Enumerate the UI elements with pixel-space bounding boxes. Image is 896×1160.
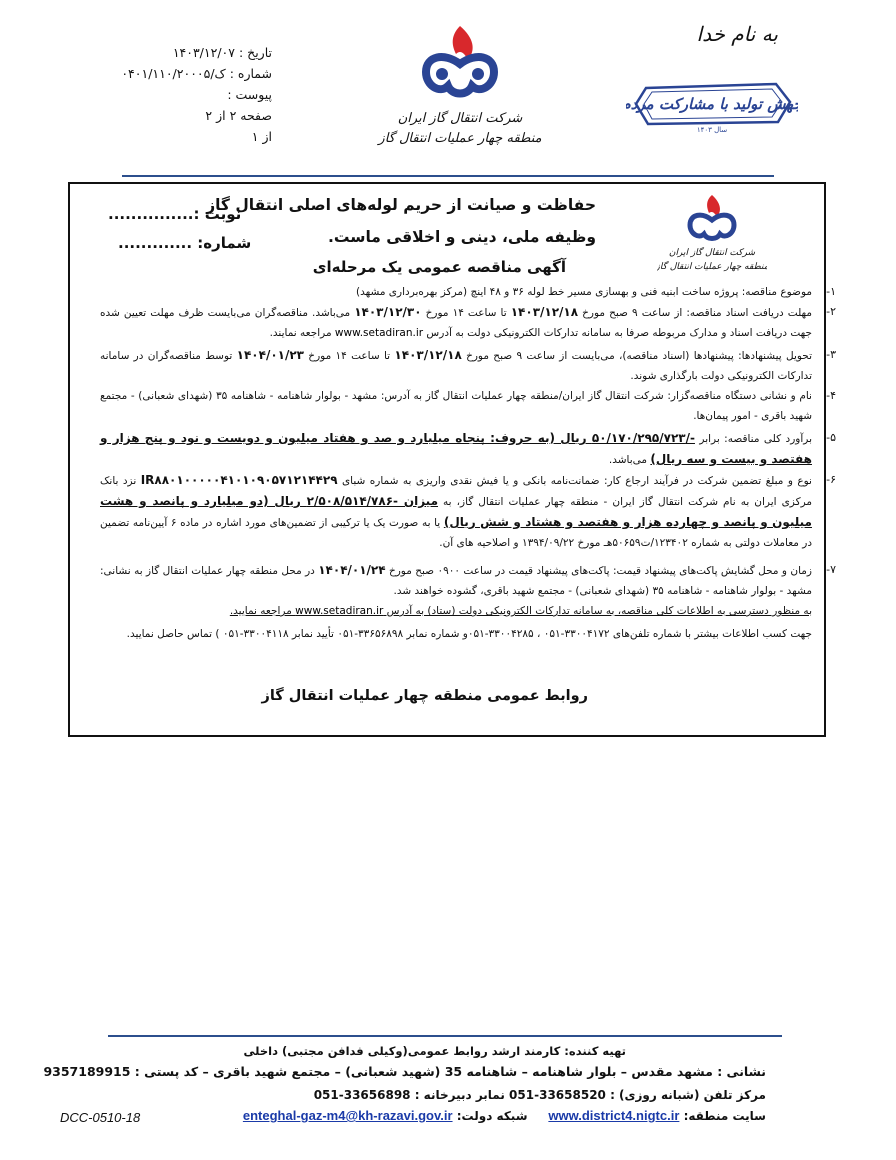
item-7 xyxy=(100,560,836,621)
box-flame-icon xyxy=(657,193,767,275)
header-divider xyxy=(122,175,774,177)
jahesh-title: جهش تولید با مشارکت مردم xyxy=(626,95,798,113)
item-text: نزد بانک مرکزی ایران به نام شرکت انتقال گاز ایران - منطقه چهار عملیات انتقال گاز، به xyxy=(100,475,812,508)
document-code: DCC-0510-18 xyxy=(60,1110,141,1125)
item-text: نوع و مبلغ تضمین شرکت در فرآیند ارجاع کار: ضمانت‌نامه بانکی و یا فیش نقدی واریزی به شماره شبای xyxy=(337,475,812,487)
logo-line1: شرکت انتقال گاز ایران xyxy=(397,111,523,126)
item-text: یا به صورت یک یا ترکیبی از تضمین‌های مورد اشاره در ماده ۶ آیین‌نامه تضمین در معاملات دولتی به شماره ۱۲۳۴۰۲/ت۵۰۶۵۹هـ مورخ ۱۳۹۴/۰۹/۲۲ و اصلاحیه های آن. xyxy=(100,517,812,549)
jahesh-emblem-icon xyxy=(626,66,798,140)
item-text: نام و نشانی دستگاه مناقصه‌گزار: شرکت انتقال گاز ایران/منطقه چهار عملیات انتقال گاز به آدرس: مشهد - بولوار شاهنامه - شاهنامه ۳۵ (شهدای شعبانی) - مجتمع شهید باقری - امور پیمان‌ها. xyxy=(100,390,812,422)
nobat-field: نوبت :............... xyxy=(108,205,242,223)
item-1 xyxy=(100,282,836,302)
item-text: موضوع مناقصه: پروژه ساخت ابنیه فنی و بهسازی مسیر خط لوله ۳۶ و ۴۸ اینچ (مرکز بهره‌برداری مشهد) xyxy=(356,286,812,298)
letter-attachment: پیوست : xyxy=(227,87,272,102)
setadiran-link[interactable]: www.setadiran.ir xyxy=(334,327,424,339)
date-value: ۱۴۰۳/۱۲/۱۸ xyxy=(394,348,462,362)
nigc-logo xyxy=(376,24,544,150)
item-3 xyxy=(100,345,836,386)
item-number: ۵- xyxy=(826,431,836,444)
item-text: تا ساعت ۱۴ مورخ xyxy=(304,350,395,362)
item-text: تا ساعت ۱۴ مورخ xyxy=(421,307,511,319)
item-text: جهت کسب اطلاعات بیشتر با شماره تلفن‌های ۳۳۰۰۴۱۷۲-۰۵۱ ، ۳۳۰۰۴۲۸۵-۰۵۱و شماره نمابر ۳۳۶۵۶۸۹۸-۰۵۱ تأیید نمابر ۳۳۰۰۴۱۱۸-۰۵۱ ) تماس حاصل نمایید. xyxy=(126,628,812,640)
letter-of: از ۱ xyxy=(251,129,272,144)
footer-divider xyxy=(108,1035,782,1037)
guarantee-amount: میزان -۲/۵۰۸/۵۱۴/۷۸۶ ریال (دو میلیارد و پانصد و هشت میلیون و پانصد و چهارده هزار و هفتصد و هشتاد و شش ریال) xyxy=(100,494,812,529)
item-text: برآورد کلی مناقصه: برابر xyxy=(694,433,812,445)
item-number: ۲- xyxy=(826,305,836,318)
footer-links xyxy=(243,1108,766,1123)
box-logo-line1: شرکت انتقال گاز ایران xyxy=(668,248,756,258)
box-logo-line2: منطقه چهار عملیات انتقال گاز xyxy=(657,262,767,272)
item-text: مراجعه نمایند. xyxy=(269,327,335,339)
logo-line2: منطقه چهار عملیات انتقال گاز xyxy=(378,131,542,146)
item-text: توسط مناقصه‌گران در سامانه تدارکات الکترونیکی دولت بارگذاری شوند. xyxy=(100,350,812,382)
site-link[interactable]: www.district4.nigtc.ir xyxy=(548,1108,680,1123)
item-number: ۶- xyxy=(826,473,836,486)
bismillah: به نام خدا xyxy=(696,22,778,46)
iban-value: IR۸۸۰۱۰۰۰۰۰۴۱۰۱۰۹۰۵۷۱۲۱۴۴۲۹ xyxy=(140,473,338,487)
item-number: ۱- xyxy=(826,285,836,298)
footer-address: نشانی : مشهد مقدس – بلوار شاهنامه – شاهنامه 35 (شهید شعبانی) – مجتمع شهید باقری – کد پستی : 9357189915 xyxy=(43,1064,766,1079)
item-text: به منظور دسترسی به اطلاعات کلی مناقصه، به سامانه تدارکات الکترونیکی دولت (ستاد) به آدرس xyxy=(383,605,812,617)
item-text: می‌باشد. xyxy=(608,454,651,466)
public-relations-signature: روابط عمومی منطقه چهار عملیات انتقال گاز xyxy=(261,688,588,704)
item-number: ۳- xyxy=(826,348,836,361)
item-text: زمان و محل گشایش پاکت‌های پیشنهاد قیمت: پاکت‌های پیشنهاد قیمت در ساعت ۰۹۰۰ صبح مورخ xyxy=(385,565,812,577)
date-value: ۱۴۰۳/۱۲/۳۰ xyxy=(354,305,422,319)
item-2 xyxy=(100,302,836,343)
footer-phone: مرکز تلفن (شبانه روزی) : 33658520-051 نمابر دبیرخانه : 33656898-051 xyxy=(313,1088,766,1102)
title-line2: وظیفه ملی، دینی و اخلاقی ماست. xyxy=(327,228,596,246)
item-text: می‌باشد. مناقصه‌گران می‌بایست ظرف مهلت تعیین شده جهت دریافت اسناد و مدارک مربوطه صرفا به سامانه تدارکات الکترونیکی دولت به آدرس xyxy=(100,307,812,339)
item-text: مهلت دریافت اسناد مناقصه: از ساعت ۹ صبح مورخ xyxy=(578,307,813,319)
item-number: ۴- xyxy=(826,389,836,402)
item-text: تحویل پیشنهادها: پیشنهادها (اسناد مناقصه)، می‌بایست از ساعت ۹ صبح مورخ xyxy=(461,350,813,362)
access-line xyxy=(100,601,812,621)
letter-date: تاریخ : ۱۴۰۳/۱۲/۰۷ xyxy=(172,45,272,60)
date-value: ۱۴۰۴/۰۱/۲۳ xyxy=(236,348,304,362)
letter-page: صفحه ۲ از ۲ xyxy=(205,108,272,123)
setadiran-link[interactable]: www.setadiran.ir xyxy=(295,605,384,617)
shomare-field: شماره: ............. xyxy=(118,234,252,252)
email-link[interactable]: enteghal-gaz-m4@kh-razavi.gov.ir xyxy=(242,1108,453,1123)
item-4 xyxy=(100,386,836,426)
site-label: سایت منطقه: xyxy=(683,1109,766,1123)
item-contact xyxy=(100,624,812,644)
date-value: ۱۴۰۴/۰۱/۲۴ xyxy=(318,563,386,577)
title-line1: حفاظت و صیانت از حریم لوله‌های اصلی انتقال گاز xyxy=(206,196,596,214)
letter-number: شماره : ک/۰۴۰۱/۱۱۰/۲۰۰۰۵ xyxy=(121,66,272,81)
gov-label: شبکه دولت: xyxy=(456,1109,528,1123)
box-logo xyxy=(657,193,767,275)
item-number: ۷- xyxy=(826,563,836,576)
item-6 xyxy=(100,470,836,553)
item-5 xyxy=(100,428,836,470)
title-line3: آگهی مناقصه عمومی یک مرحله‌ای xyxy=(312,258,566,276)
jahesh-emblem xyxy=(626,66,798,140)
letter-meta xyxy=(112,42,272,147)
estimate-amount: -/۵۰/۱۷۰/۲۹۵/۷۲۳ ریال (به حروف: پنجاه میلیارد و صد و هفتاد میلیون و دویست و نود و پنج هزار و هفتصد و بیست و سه ریال) xyxy=(100,431,812,466)
footer-prepared: تهیه کننده: کارمند ارشد روابط عمومی(وکیلی فدافن مجتبی) داخلی xyxy=(243,1044,626,1058)
nigc-flame-icon xyxy=(376,24,544,150)
date-value: ۱۴۰۳/۱۲/۱۸ xyxy=(510,305,579,319)
item-text: مراجعه نمایید. xyxy=(229,605,296,617)
jahesh-year: سال ۱۴۰۳ xyxy=(696,126,728,134)
item-text: در محل منطقه چهار عملیات انتقال گاز به نشانی: مشهد - بولوار شاهنامه - شاهنامه ۳۵ (شهدای شعبانی) - مجتمع شهید باقری، گشوده خواهند شد. xyxy=(100,565,812,597)
